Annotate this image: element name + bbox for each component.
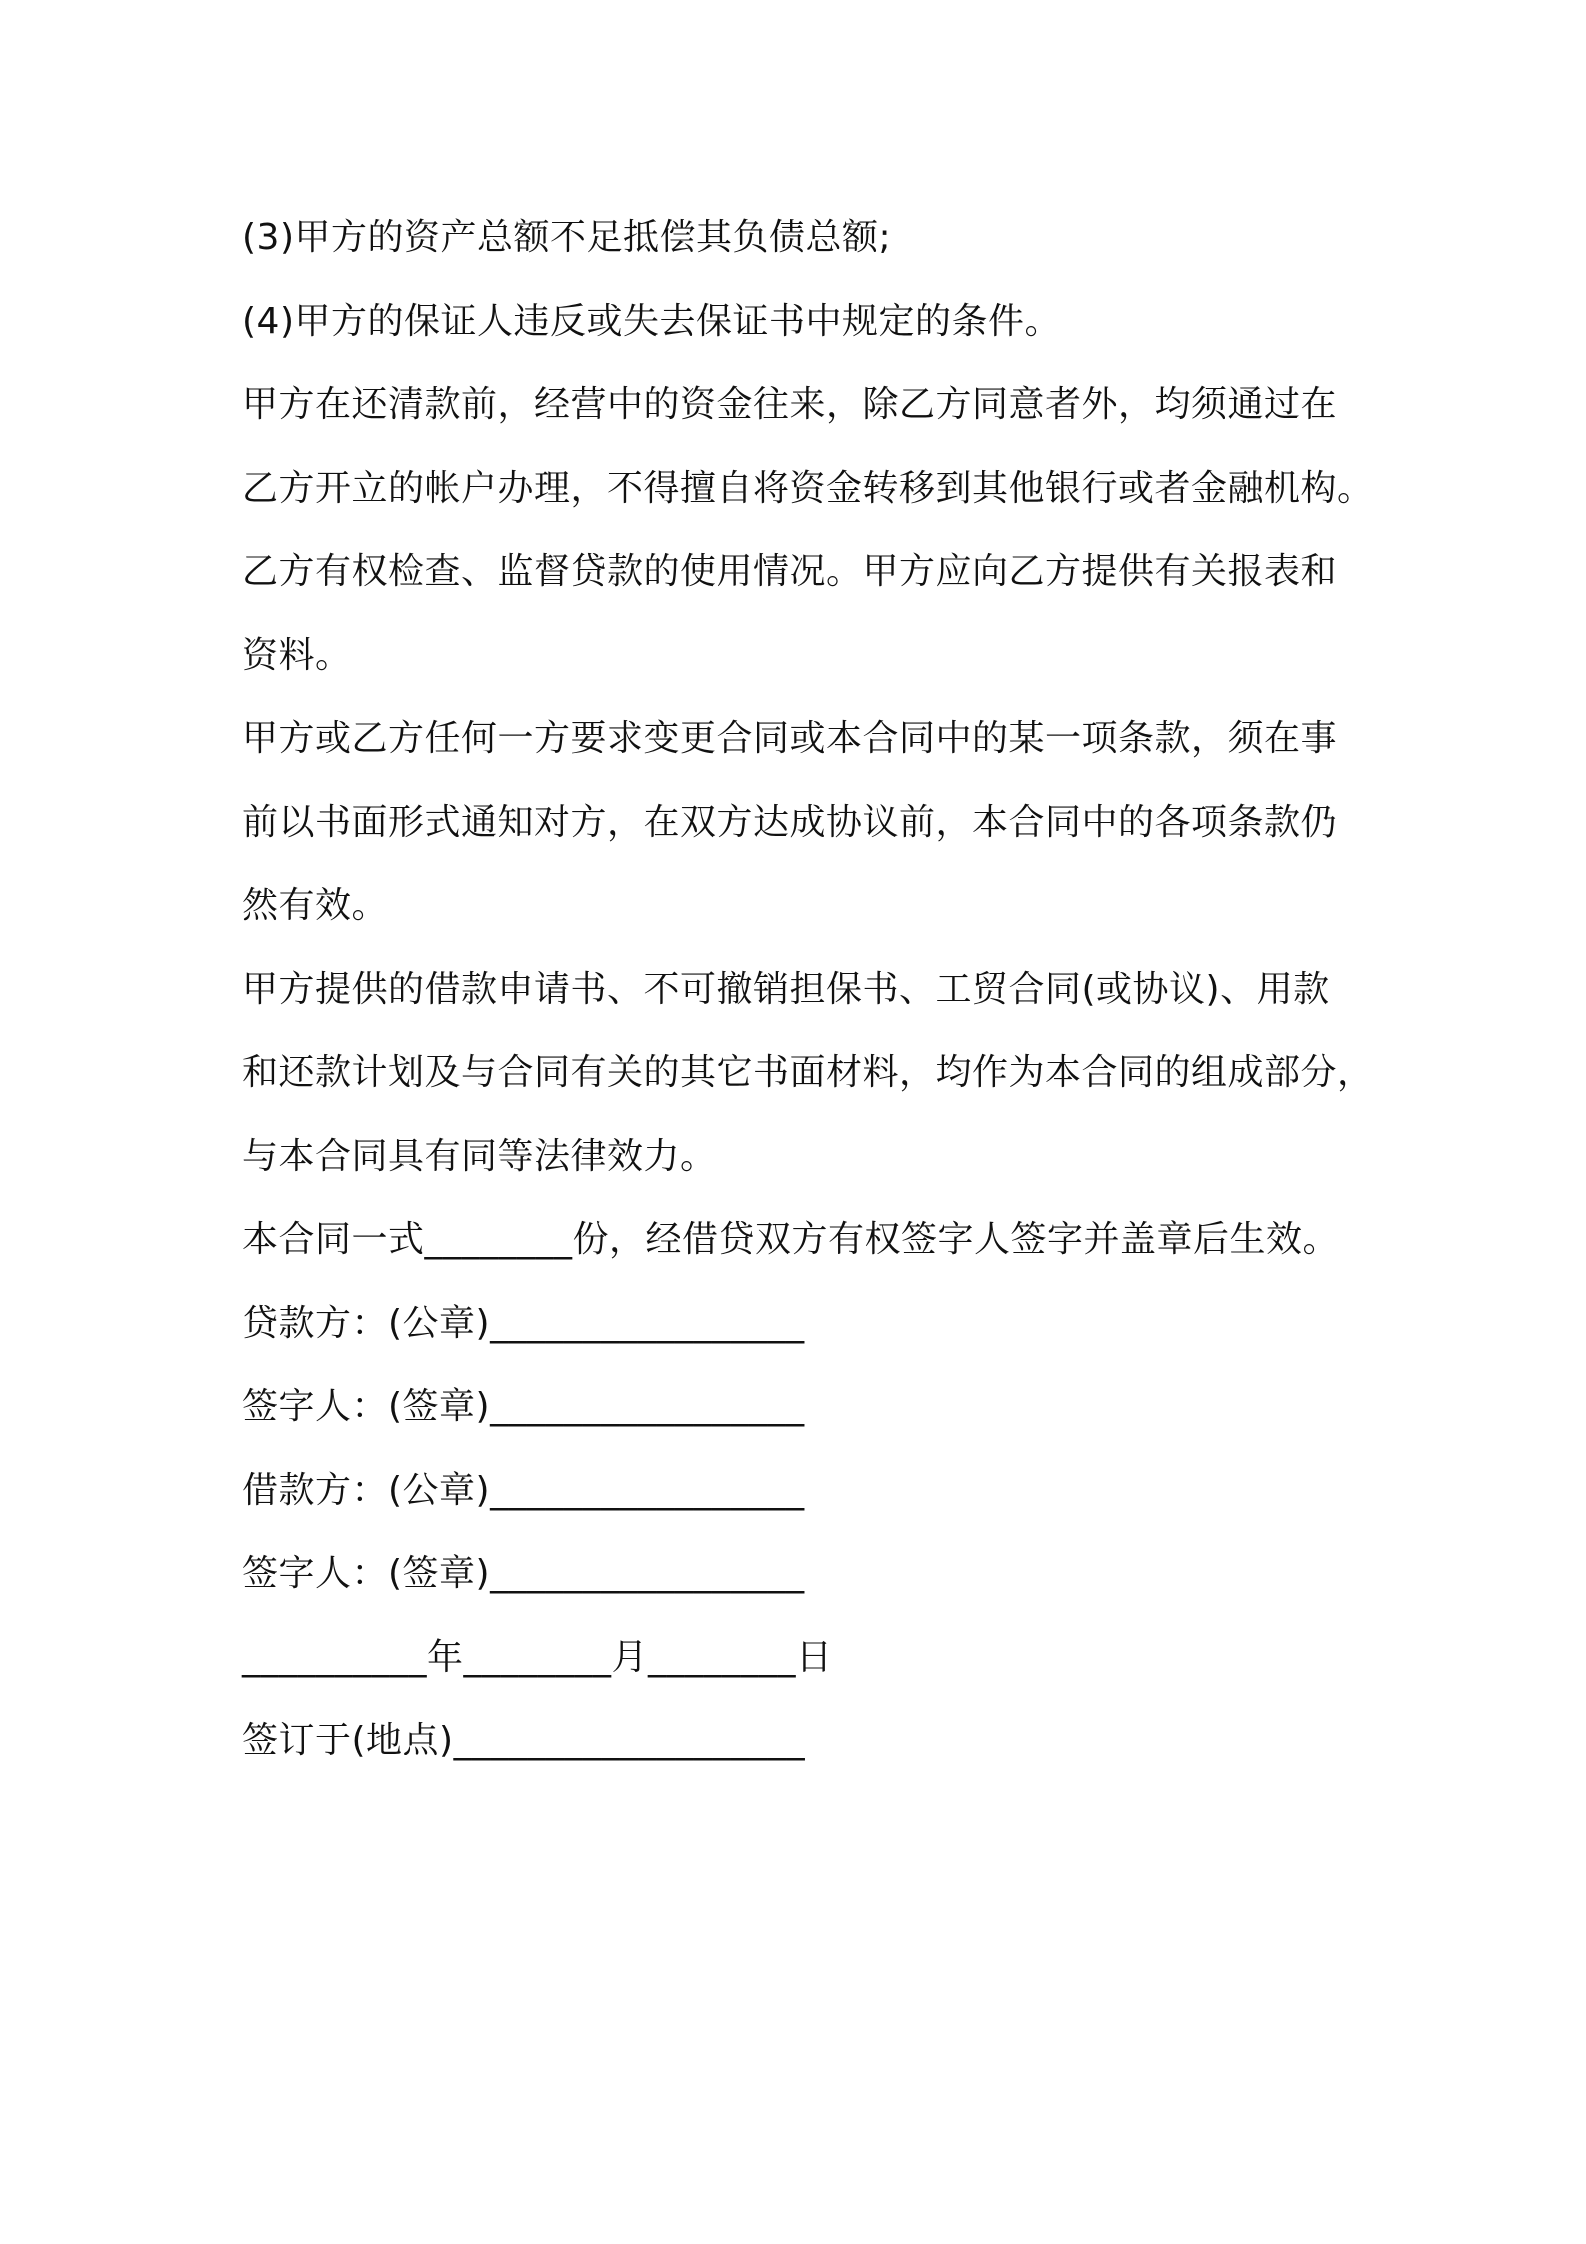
paragraph-supervision-line-1: 乙方有权检查、监督贷款的使用情况。甲方应向乙方提供有关报表和 [242, 551, 1338, 592]
lender-seal-field: 贷款方：(公章)_________________ [242, 1302, 805, 1344]
paragraph-amendment-line-1: 甲方或乙方任何一方要求变更合同或本合同中的某一项条款，须在事 [242, 718, 1338, 759]
lender-signatory-field: 签字人：(签章)_________________ [242, 1386, 805, 1427]
clause-item-4: (4)甲方的保证人违反或失去保证书中规定的条件。 [242, 300, 1061, 342]
paragraph-fund-transfer-line-1: 甲方在还清款前，经营中的资金往来，除乙方同意者外，均须通过在 [242, 384, 1338, 425]
paragraph-attachments-line-3: 与本合同具有同等法律效力。 [242, 1135, 717, 1177]
borrower-signatory-field: 签字人：(签章)_________________ [242, 1553, 805, 1594]
paragraph-attachments-line-2: 和还款计划及与合同有关的其它书面材料，均作为本合同的组成部分， [242, 1052, 1374, 1093]
date-field: __________年________月________日 [242, 1636, 833, 1678]
paragraph-attachments-line-1: 甲方提供的借款申请书、不可撤销担保书、工贸合同(或协议)、用款 [242, 968, 1330, 1010]
paragraph-fund-transfer-line-2: 乙方开立的帐户办理，不得擅自将资金转移到其他银行或者金融机构。 [242, 467, 1374, 509]
clause-item-3: (3)甲方的资产总额不足抵偿其负债总额; [242, 217, 892, 258]
copies-clause: 本合同一式________份，经借贷双方有权签字人签字并盖章后生效。 [242, 1219, 1340, 1260]
signing-location-field: 签订于(地点)___________________ [242, 1720, 806, 1761]
contract-text-body [242, 196, 1412, 1783]
paragraph-amendment-line-3: 然有效。 [242, 885, 389, 926]
paragraph-amendment-line-2: 前以书面形式通知对方，在双方达成协议前，本合同中的各项条款仍 [242, 801, 1338, 843]
paragraph-supervision-line-2: 资料。 [242, 634, 352, 676]
borrower-seal-field: 借款方：(公章)_________________ [242, 1469, 805, 1511]
